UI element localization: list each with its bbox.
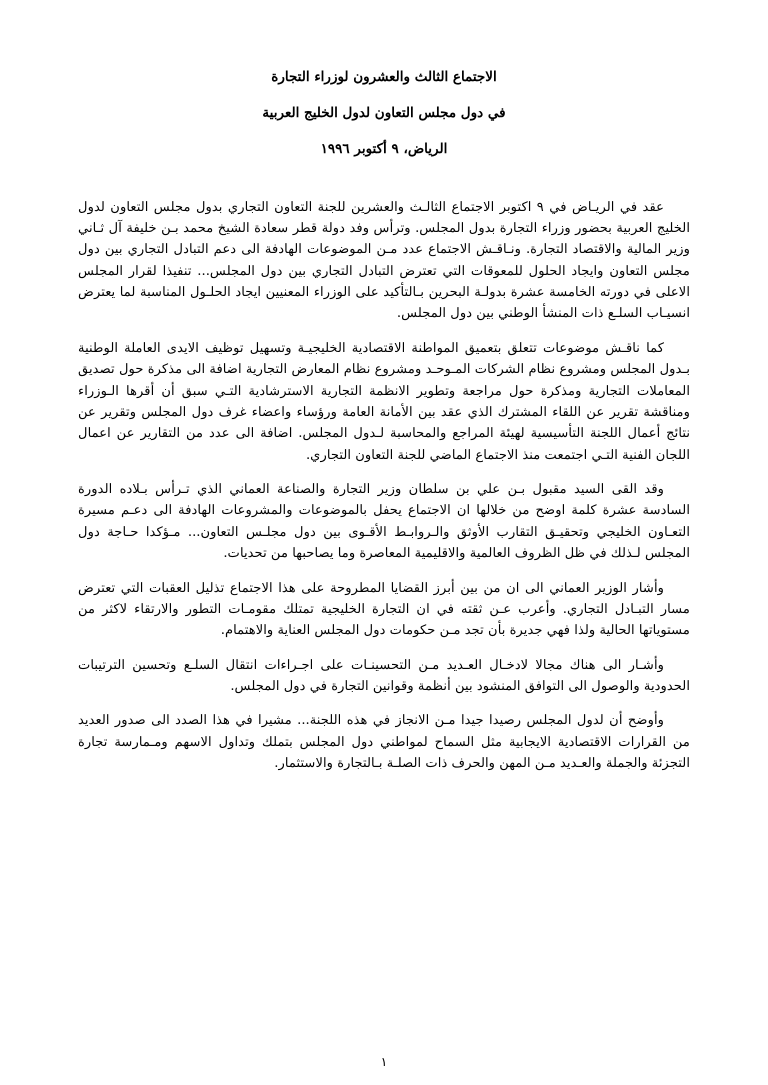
page-number: ١	[380, 1054, 388, 1069]
document-title-block	[78, 70, 690, 157]
paragraph-4: وأشار الوزير العماني الى ان من بين أبرز القضايا المطروحة على هذا الاجتماع تذليل العقبات التي تعترض مسار التبـادل التجاري. وأعرب عـن ثقته في ان التجارة الخليجية تمتلك مقومـات التطور والارتقاء لاكثر من مستوياتها الحالية ولذا فهي جديرة بأن تجد مـن حكومات دول المجلس العناية والاهتمام.	[78, 580, 690, 639]
document-body	[78, 197, 690, 775]
paragraph-2: كما ناقـش موضوعات تتعلق بتعميق المواطنة الاقتصادية الخليجيـة وتسهيل توظيف الايدى العاملة الوطنية بـدول المجلس ومشروع نظام الشركات المـوحـد ومشروع نظام المعارض التجارية اضافة الى مذكرة حول تصديق المعاملات التجارية ومذكرة حول مراجعة وتطوير الانظمة التجارية الاسترشادية التـي سبق أن أقرها الـوزراء ومناقشة تقرير عن اللقاء المشترك الذي عقد بين الأمانة العامة ورؤساء واعضاء غرف دول المجلس وتقرير عن نتائج أعمال اللجنة التأسيسية لهيئة المراجع والمحاسبة لـدول المجلس. اضافة الى عدد من التقارير عن اعمال اللجان الفنية التـي اجتمعت منذ الاجتماع الماضي للجنة التعاون التجاري.	[78, 340, 690, 463]
paragraph-6: وأوضح أن لدول المجلس رصيدا جيدا مـن الانجاز في هذه اللجنة... مشيرا في هذا الصدد الى صدور العديد من القرارات الاقتصادية الايجابية مثل السماح لمواطني دول المجلس بتملك وتداول الاسهم ومـمارسة تجارة التجزئة والجملة والعـديد مـن المهن والحرف ذات الصلـة بـالتجارة والاستثمار.	[78, 713, 690, 772]
title-line-2: في دول مجلس التعاون لدول الخليج العربية	[262, 105, 506, 122]
paragraph-1: عقد في الريـاض في ٩ اكتوبر الاجتماع الثالـث والعشرين للجنة التعاون التجاري بدول مجلس التعاون لدول الخليج العربية بحضور وزراء التجارة بدول المجلس. وترأس وفد دولة قطر سعادة الشيخ محمد بـن خليفة آل ثـاني وزير المالية والاقتصاد التجارة. ونـاقـش الاجتماع عدد مـن الموضوعات الهادفة الى دعم التبادل التجاري بين دول مجلس التعاون وايجاد الحلول للمعوقات التي تعترض التبادل التجاري بين دول المجلس... تنفيذا لقرار المجلس الاعلى في دورته الخامسة عشرة بدولـة البحرين بـالتأكيد على الوزراء المعنيين ايجاد الحلـول المناسبة لما يعترض انسيـاب السلـع ذات المنشأ الوطني بين دول المجلس.	[78, 199, 690, 322]
title-line-1: الاجتماع الثالث والعشرون لوزراء التجارة	[271, 69, 497, 85]
paragraph-3: وقد القى السيد مقبول بـن علي بن سلطان وزير التجارة والصناعة العماني الذي تـرأس بـلاده الدورة السادسة عشرة كلمة اوضح من خلالها ان الاجتماع يحفل بالموضوعات والمشروعات الهادفة الى دعـم مسيرة التعـاون الخليجي وتحقيـق التقارب الأوثق والـروابـط الأقـوى بين دول مجلـس التعاون... مـؤكدا حـاجة دول المجلس لـذلك في ظل الظروف العالمية والاقليمية المعاصرة وما يصاحبها من تحديات.	[78, 482, 690, 562]
title-line-3: الرياض، ٩ أكتوبر ١٩٩٦	[320, 141, 448, 158]
paragraph-5: وأشـار الى هناك مجالا لادخـال العـديد مـن التحسينـات على اجـراءات انتقال السلـع وتحسين الترتيبات الحدودية والوصول الى التوافق المنشود بين أنظمة وقوانين التجارة في دول المجلس.	[78, 657, 690, 695]
